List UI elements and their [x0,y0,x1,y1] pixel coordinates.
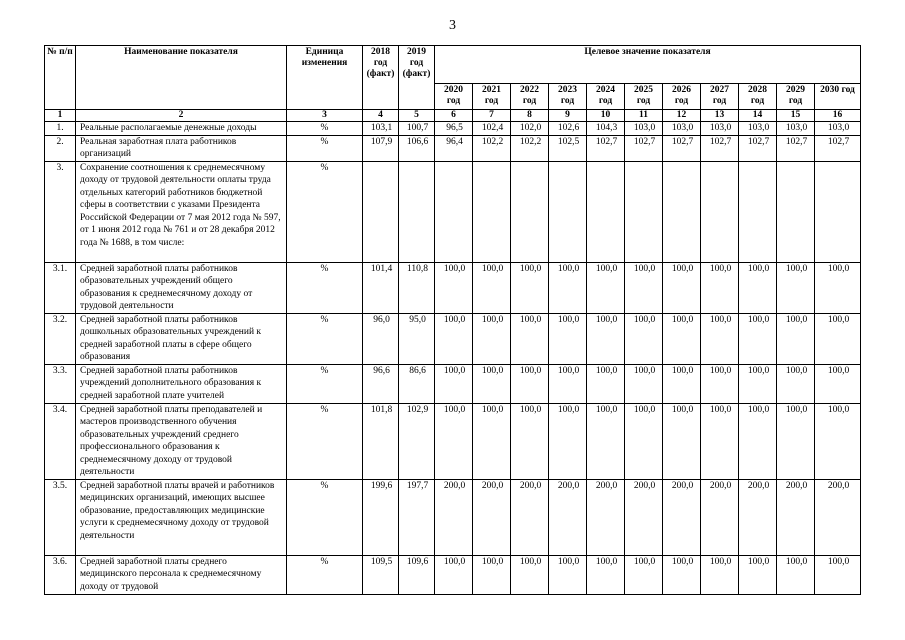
value-cell: 103,0 [815,122,861,136]
value-cell: 100,0 [815,313,861,364]
column-index: 11 [625,110,663,122]
value-cell: 103,1 [363,122,399,136]
value-cell: 200,0 [739,479,777,555]
row-number: 3. [45,161,76,262]
value-cell: 102,7 [701,135,739,161]
unit-cell: % [287,122,363,136]
value-cell [473,161,511,262]
header-year: 2028 год [739,84,777,110]
value-cell: 100,0 [625,364,663,403]
table-row [45,161,861,262]
value-cell: 197,7 [399,479,435,555]
value-cell: 100,0 [549,403,587,479]
header-year: 2022 год [511,84,549,110]
value-cell: 100,0 [511,364,549,403]
value-cell: 102,9 [399,403,435,479]
table-row [45,313,861,364]
unit-cell: % [287,313,363,364]
value-cell: 100,0 [777,313,815,364]
table-row [45,262,861,313]
value-cell: 100,0 [587,262,625,313]
value-cell: 200,0 [815,479,861,555]
value-cell: 100,0 [549,555,587,594]
column-index: 9 [549,110,587,122]
indicator-name: Средней заработной платы врачей и работников медицинских организаций, имеющих высшее образование, предоставляющих медицинские услуги к среднемесячному доходу от трудовой деятельности [76,479,287,555]
value-cell: 100,0 [435,313,473,364]
value-cell: 100,0 [625,313,663,364]
value-cell: 102,7 [587,135,625,161]
value-cell: 100,0 [473,313,511,364]
value-cell: 200,0 [549,479,587,555]
value-cell: 100,0 [739,555,777,594]
value-cell: 100,0 [701,555,739,594]
value-cell: 100,0 [549,262,587,313]
value-cell: 100,0 [625,555,663,594]
value-cell [363,161,399,262]
value-cell: 102,4 [473,122,511,136]
value-cell [739,161,777,262]
value-cell: 100,0 [777,403,815,479]
value-cell [815,161,861,262]
value-cell: 100,0 [739,313,777,364]
column-index: 15 [777,110,815,122]
column-index: 2 [76,110,287,122]
column-index: 8 [511,110,549,122]
value-cell: 101,4 [363,262,399,313]
value-cell: 102,7 [739,135,777,161]
table-row [45,122,861,136]
header-year: 2021 год [473,84,511,110]
value-cell [625,161,663,262]
value-cell: 100,0 [663,364,701,403]
header-name: Наименование показателя [76,46,287,110]
value-cell: 199,6 [363,479,399,555]
value-cell: 103,0 [701,122,739,136]
header-year: 2025 год [625,84,663,110]
table-row [45,479,861,555]
table-row [45,364,861,403]
row-number: 3.3. [45,364,76,403]
value-cell: 100,0 [473,262,511,313]
value-cell: 100,0 [473,403,511,479]
value-cell [663,161,701,262]
value-cell: 200,0 [625,479,663,555]
header-year: 2030 год [815,84,861,110]
indicators-table [44,45,861,595]
value-cell [701,161,739,262]
value-cell: 103,0 [739,122,777,136]
indicator-name: Сохранение соотношения к среднемесячному доходу от трудовой деятельности оплаты труда отдельных категорий работников бюджетной сферы в соответствии с указами Президента Российской Федерации от 7 мая 2012 года № 597, от 1 июня 2012 года № 761 и от 28 декабря 2012 года № 1688, в том числе: [76,161,287,262]
unit-cell: % [287,364,363,403]
value-cell: 100,0 [435,403,473,479]
value-cell: 96,5 [435,122,473,136]
row-number: 1. [45,122,76,136]
column-index: 16 [815,110,861,122]
value-cell: 100,0 [435,262,473,313]
value-cell: 100,0 [815,262,861,313]
row-number: 3.1. [45,262,76,313]
table-row [45,135,861,161]
value-cell: 200,0 [777,479,815,555]
value-cell: 100,0 [435,364,473,403]
value-cell: 100,7 [399,122,435,136]
value-cell: 100,0 [701,262,739,313]
value-cell: 96,4 [435,135,473,161]
page-number: 3 [449,18,456,33]
header-year: 2020 год [435,84,473,110]
value-cell: 100,0 [473,364,511,403]
value-cell: 100,0 [511,403,549,479]
value-cell: 102,7 [777,135,815,161]
unit-cell: % [287,479,363,555]
column-index: 7 [473,110,511,122]
value-cell: 102,7 [815,135,861,161]
value-cell: 102,7 [625,135,663,161]
value-cell: 100,0 [587,555,625,594]
row-number: 3.6. [45,555,76,594]
column-index: 10 [587,110,625,122]
header-2018: 2018 год (факт) [363,46,399,110]
header-target: Целевое значение показателя [435,46,861,84]
value-cell: 100,0 [549,313,587,364]
unit-cell: % [287,135,363,161]
value-cell: 100,0 [511,262,549,313]
indicator-name: Средней заработной платы работников образовательных учреждений общего образования к среднемесячному доходу от трудовой деятельности [76,262,287,313]
value-cell: 100,0 [701,403,739,479]
value-cell: 100,0 [815,364,861,403]
value-cell: 100,0 [777,555,815,594]
value-cell: 110,8 [399,262,435,313]
value-cell: 100,0 [739,364,777,403]
value-cell: 102,7 [663,135,701,161]
column-index: 14 [739,110,777,122]
header-no: № п/п [45,46,76,110]
value-cell: 102,6 [549,122,587,136]
value-cell [777,161,815,262]
row-number: 2. [45,135,76,161]
indicator-name: Средней заработной платы работников учреждений дополнительного образования к средней заработной плате учителей [76,364,287,403]
value-cell: 107,9 [363,135,399,161]
value-cell: 102,5 [549,135,587,161]
value-cell: 200,0 [435,479,473,555]
row-number: 3.5. [45,479,76,555]
value-cell: 109,6 [399,555,435,594]
value-cell: 86,6 [399,364,435,403]
value-cell: 106,6 [399,135,435,161]
value-cell: 102,2 [511,135,549,161]
value-cell: 100,0 [625,262,663,313]
value-cell [399,161,435,262]
unit-cell: % [287,555,363,594]
value-cell: 104,3 [587,122,625,136]
value-cell: 100,0 [587,403,625,479]
indicator-name: Реальные располагаемые денежные доходы [76,122,287,136]
unit-cell: % [287,161,363,262]
value-cell: 103,0 [625,122,663,136]
value-cell: 100,0 [587,313,625,364]
value-cell: 109,5 [363,555,399,594]
value-cell [511,161,549,262]
value-cell: 103,0 [663,122,701,136]
value-cell: 100,0 [511,313,549,364]
value-cell: 96,6 [363,364,399,403]
value-cell: 100,0 [663,403,701,479]
row-number: 3.2. [45,313,76,364]
value-cell: 100,0 [739,403,777,479]
column-index-row [45,110,861,122]
value-cell: 100,0 [815,403,861,479]
value-cell: 100,0 [473,555,511,594]
table-row [45,555,861,594]
column-index: 5 [399,110,435,122]
column-index: 6 [435,110,473,122]
value-cell: 102,2 [473,135,511,161]
value-cell: 102,0 [511,122,549,136]
value-cell: 200,0 [473,479,511,555]
row-number: 3.4. [45,403,76,479]
value-cell: 100,0 [701,313,739,364]
value-cell: 100,0 [587,364,625,403]
value-cell: 100,0 [511,555,549,594]
unit-cell: % [287,403,363,479]
header-year: 2024 год [587,84,625,110]
header-unit: Единица изменения [287,46,363,110]
value-cell: 200,0 [663,479,701,555]
column-index: 1 [45,110,76,122]
value-cell [587,161,625,262]
value-cell: 100,0 [777,262,815,313]
indicator-name: Средней заработной платы работников дошкольных образовательных учреждений к средней заработной платы в сфере общего образования [76,313,287,364]
header-2019: 2019 год (факт) [399,46,435,110]
value-cell [435,161,473,262]
indicator-name: Средней заработной платы преподавателей и мастеров производственного обучения образовательных учреждений среднего профессионального образования к среднемесячному доходу от трудовой деятельности [76,403,287,479]
table-row [45,403,861,479]
value-cell: 100,0 [815,555,861,594]
value-cell: 200,0 [587,479,625,555]
header-year: 2026 год [663,84,701,110]
value-cell: 100,0 [663,262,701,313]
value-cell: 100,0 [663,313,701,364]
header-year: 2023 год [549,84,587,110]
value-cell: 96,0 [363,313,399,364]
column-index: 13 [701,110,739,122]
value-cell: 100,0 [549,364,587,403]
value-cell: 101,8 [363,403,399,479]
value-cell: 100,0 [739,262,777,313]
indicator-name: Реальная заработная плата работников организаций [76,135,287,161]
value-cell: 200,0 [511,479,549,555]
header-year: 2029 год [777,84,815,110]
value-cell: 100,0 [701,364,739,403]
value-cell: 95,0 [399,313,435,364]
value-cell [549,161,587,262]
indicator-name: Средней заработной платы среднего медицинского персонала к среднемесячному доходу от трудовой [76,555,287,594]
value-cell: 100,0 [435,555,473,594]
value-cell: 200,0 [701,479,739,555]
value-cell: 100,0 [663,555,701,594]
table-body [45,122,861,595]
column-index: 4 [363,110,399,122]
value-cell: 103,0 [777,122,815,136]
value-cell: 100,0 [625,403,663,479]
header-year: 2027 год [701,84,739,110]
column-index: 3 [287,110,363,122]
column-index: 12 [663,110,701,122]
value-cell: 100,0 [777,364,815,403]
unit-cell: % [287,262,363,313]
